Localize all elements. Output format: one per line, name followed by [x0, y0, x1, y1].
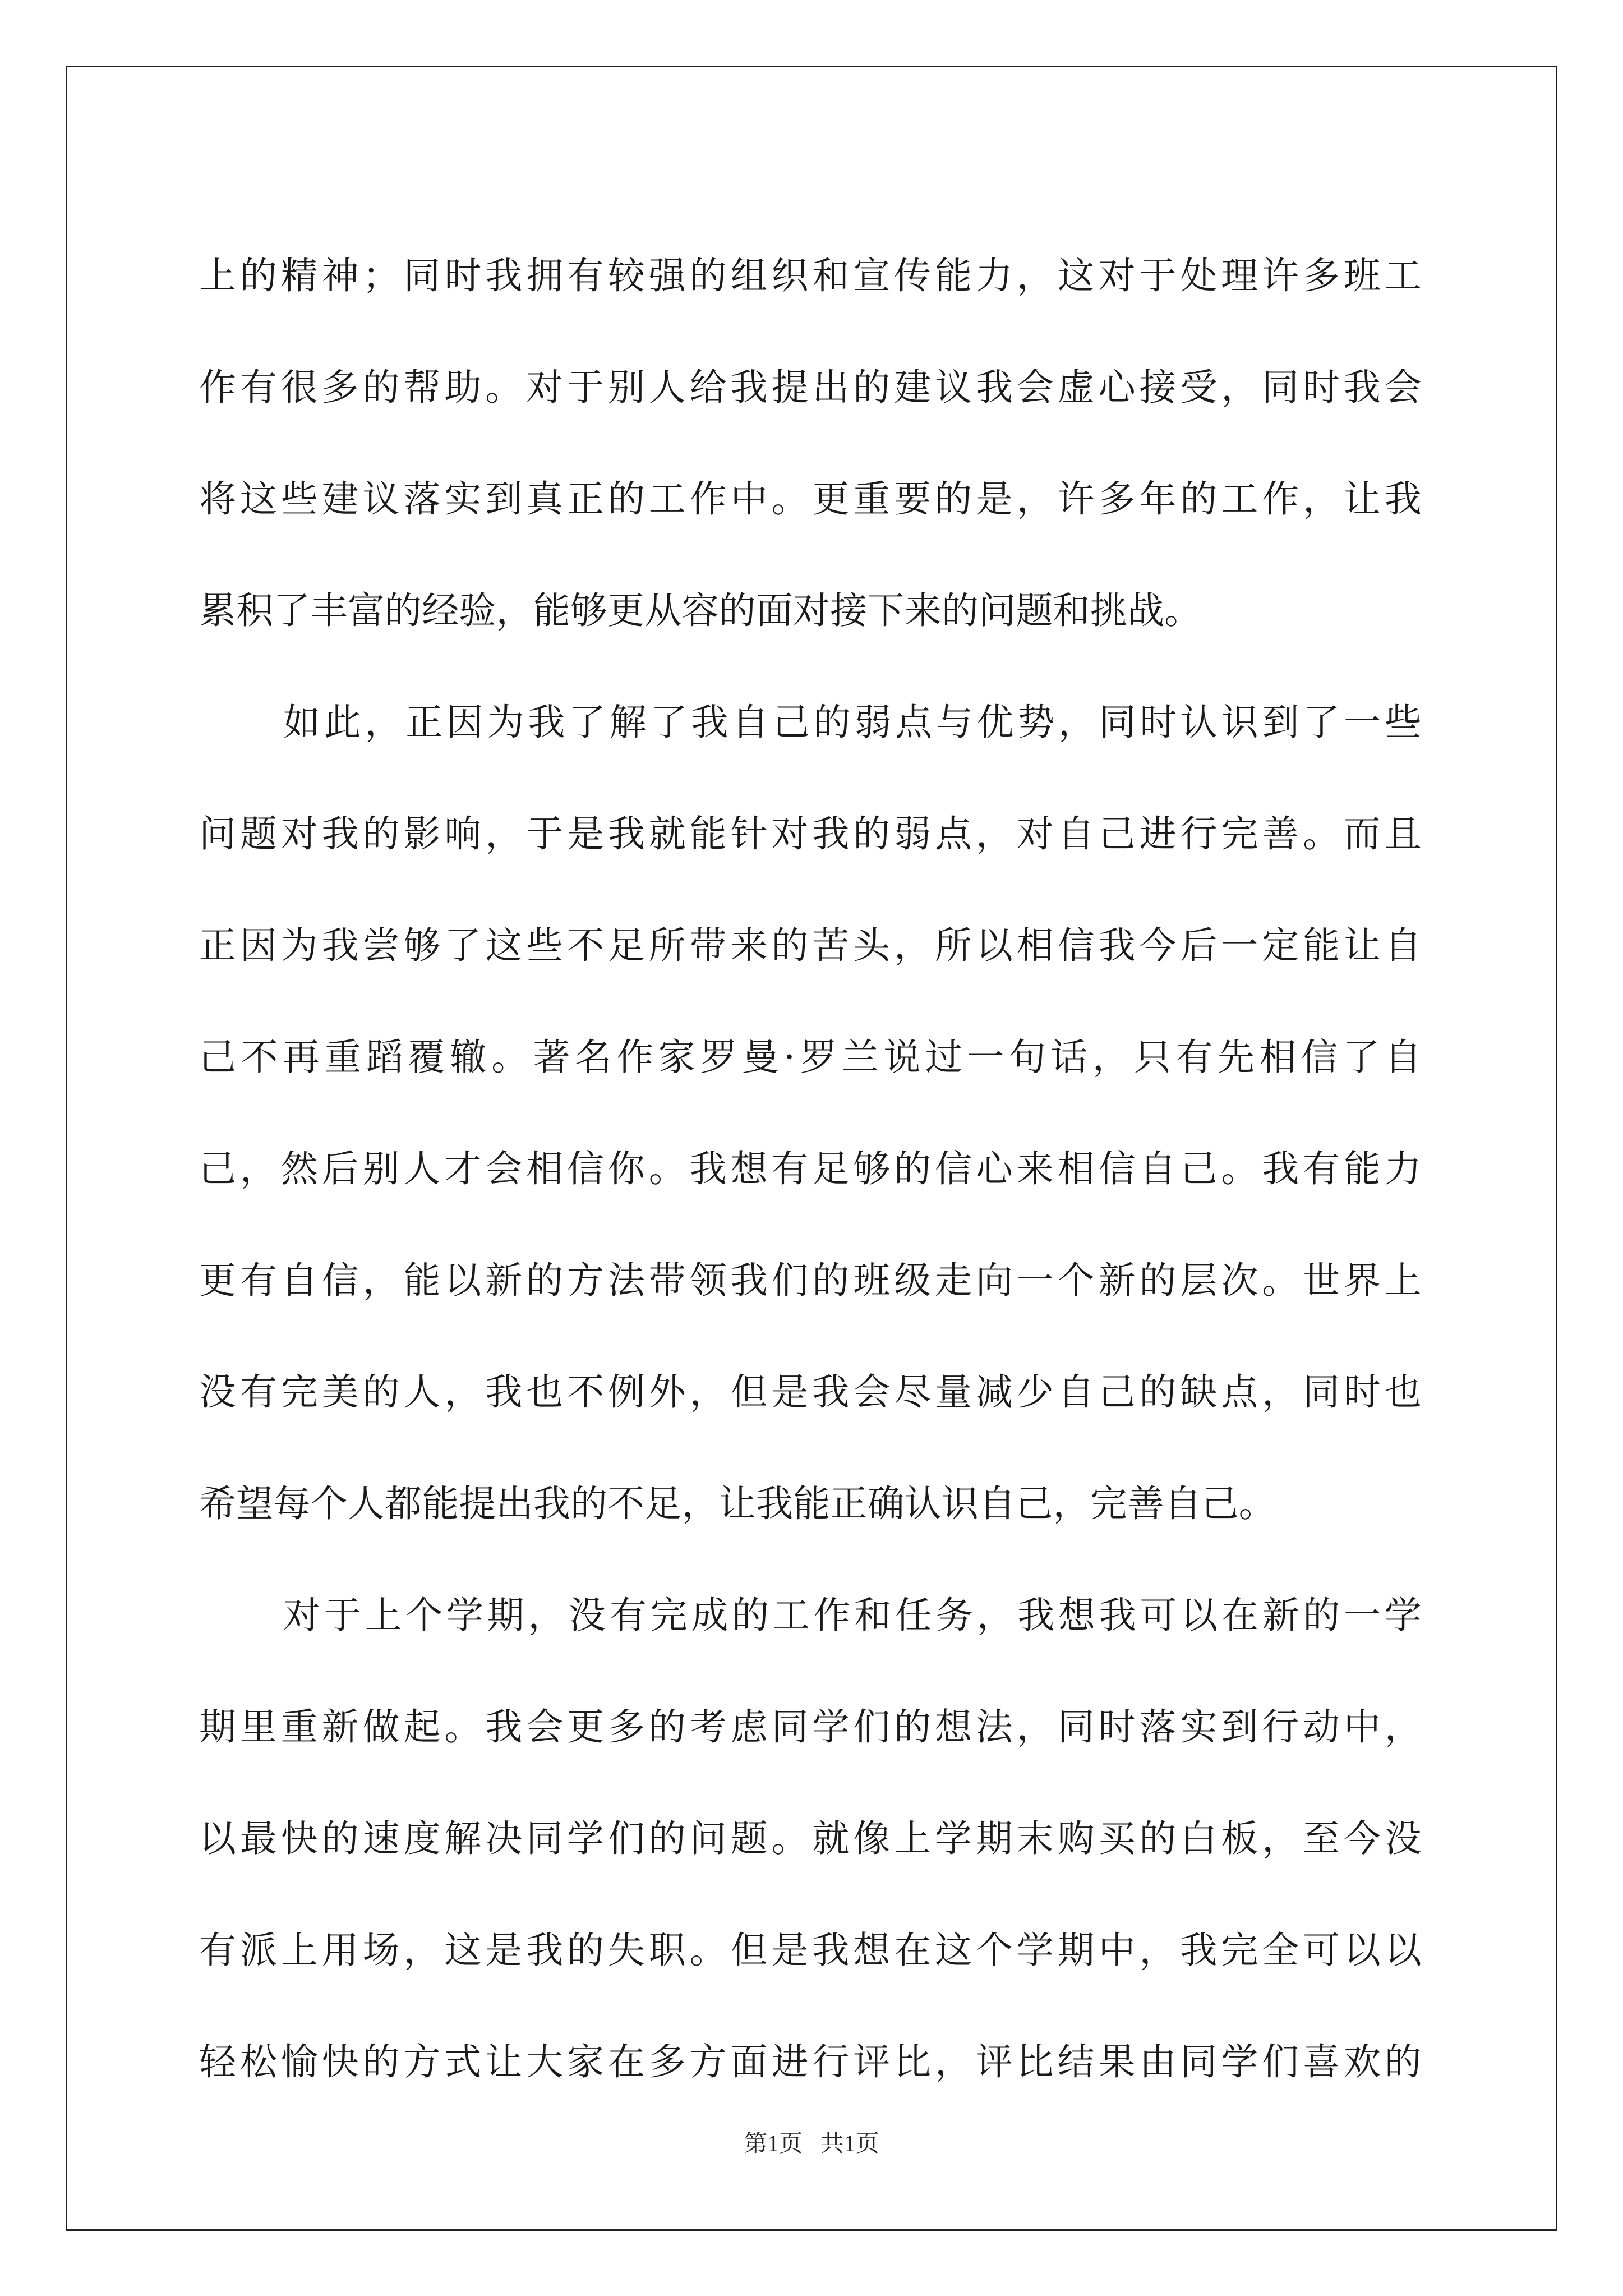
text-line: 没有完美的人，我也不例外，但是我会尽量减少自己的缺点，同时也: [199, 1370, 1422, 1414]
text-line: 累积了丰富的经验，能够更从容的面对接下来的问题和挑战。: [199, 589, 1202, 632]
text-line: 己不再重蹈覆辙。著名作家罗曼·罗兰说过一句话，只有先相信了自: [199, 1036, 1422, 1079]
text-line: 上的精神；同时我拥有较强的组织和宣传能力，这对于处理许多班工: [199, 254, 1422, 297]
text-line: 有派上用场，这是我的失职。但是我想在这个学期中，我完全可以以: [199, 1929, 1422, 1972]
text-line: 将这些建议落实到真正的工作中。更重要的是，许多年的工作，让我: [199, 477, 1422, 521]
text-line: 对于上个学期，没有完成的工作和任务，我想我可以在新的一学: [283, 1594, 1422, 1637]
text-line: 更有自信，能以新的方法带领我们的班级走向一个新的层次。世界上: [199, 1259, 1422, 1302]
text-line: 作有很多的帮助。对于别人给我提出的建议我会虚心接受，同时我会: [199, 366, 1422, 409]
page-number-footer: 第1页 共1页: [744, 2131, 879, 2157]
text-line: 己，然后别人才会相信你。我想有足够的信心来相信自己。我有能力: [199, 1147, 1422, 1190]
text-line: 正因为我尝够了这些不足所带来的苦头，所以相信我今后一定能让自: [199, 924, 1422, 967]
text-line: 以最快的速度解决同学们的问题。就像上学期末购买的白板，至今没: [199, 1817, 1422, 1860]
text-line: 如此，正因为我了解了我自己的弱点与优势，同时认识到了一些: [283, 701, 1422, 744]
text-line: 轻松愉快的方式让大家在多方面进行评比，评比结果由同学们喜欢的: [199, 2040, 1422, 2083]
document-body: [199, 220, 1422, 2118]
text-line: 期里重新做起。我会更多的考虑同学们的想法，同时落实到行动中，: [199, 1705, 1422, 1749]
text-line: 问题对我的影响，于是我就能针对我的弱点，对自己进行完善。而且: [199, 812, 1422, 855]
text-line: 希望每个人都能提出我的不足，让我能正确认识自己，完善自己。: [199, 1482, 1276, 1525]
